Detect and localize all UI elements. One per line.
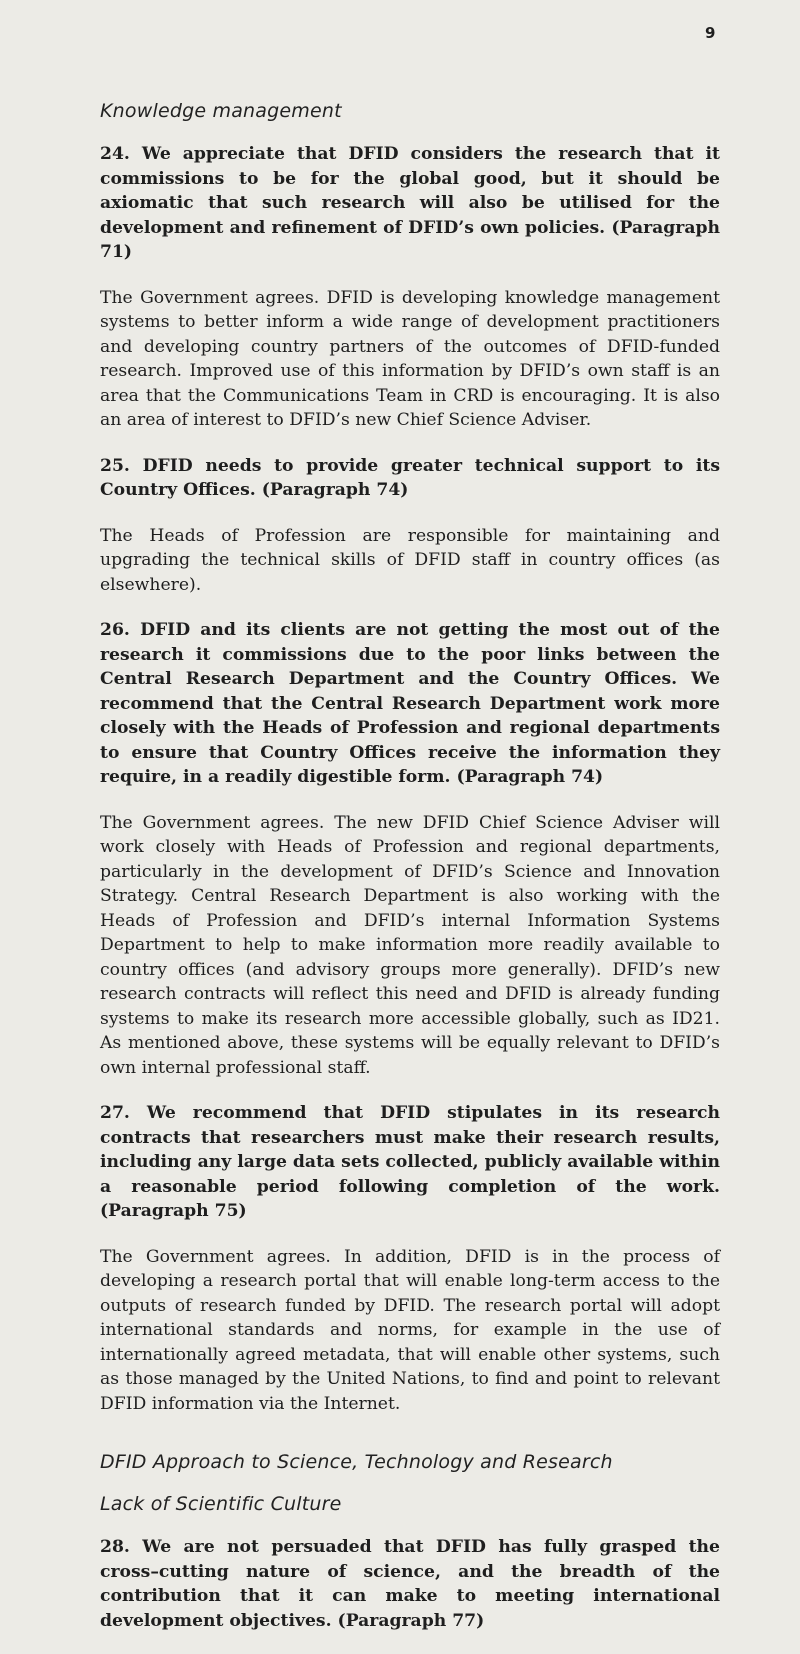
response-27: The Government agrees. In addition, DFID is in the process of developing a research portal that will enable long-term access to the outputs of research funded by DFID. The research portal will adopt international standards and norms, for example in the use of internationally agreed metadata, that will enable other systems, such as those managed by the United Nations, to find and point to relevant DFID information via the Internet. xyxy=(100,1246,720,1414)
response-26: The Government agrees. The new DFID Chief Science Adviser will work closely with Heads of Profession and regional departments, particularly in the development of DFID’s Science and Innovation Strategy. Central Research Department is also working with the Heads of Profession and DFID’s internal Information Systems Department to help to make information more readily available to country offices (and advisory groups more generally). DFID’s new research contracts will reflect this need and DFID is already funding systems to make its research more accessible globally, such as ID21. As mentioned above, these systems will be equally relevant to DFID’s own internal professional staff. xyxy=(100,812,720,1078)
response-24: The Government agrees. DFID is developing knowledge management systems to better inform a wide range of development practitioners and developing country partners of the outcomes of DFID-funded research. Improved use of this information by DFID’s own staff is an area that the Communications Team in CRD is encouraging. It is also an area of interest to DFID’s new Chief Science Adviser. xyxy=(100,287,720,430)
recommendation-24: 24. We appreciate that DFID considers the research that it commissions to be for the global good, but it should be axiomatic that such research will also be utilised for the development and refinement of DFID’s own policies. (Paragraph 71) xyxy=(100,144,720,262)
section-heading-approach: DFID Approach to Science, Technology and Research xyxy=(100,1451,613,1473)
document-body xyxy=(100,100,720,1654)
section-heading-knowledge-management: Knowledge management xyxy=(100,100,342,122)
recommendation-28: 28. We are not persuaded that DFID has fully grasped the cross–cutting nature of science, and the breadth of the contribution that it can make to meeting international development objectives. (Paragraph 77) xyxy=(100,1537,720,1631)
recommendation-27: 27. We recommend that DFID stipulates in its research contracts that researchers must make their research results, including any large data sets collected, publicly available within a reasonable period following completion of the work. (Paragraph 75) xyxy=(100,1103,720,1221)
subsection-heading-culture: Lack of Scientific Culture xyxy=(100,1493,342,1515)
recommendation-26: 26. DFID and its clients are not getting the most out of the research it commissions due to the poor links between the Central Research Department and the Country Offices. We recommend that the Central Research Department work more closely with the Heads of Profession and regional departments to ensure that Country Offices receive the information they require, in a readily digestible form. (Paragraph 74) xyxy=(100,620,720,787)
recommendation-25: 25. DFID needs to provide greater technical support to its Country Offices. (Paragraph 74) xyxy=(100,455,720,500)
response-25: The Heads of Profession are responsible for maintaining and upgrading the technical skills of DFID staff in country offices (as elsewhere). xyxy=(100,525,720,595)
page-number: 9 xyxy=(705,24,716,42)
